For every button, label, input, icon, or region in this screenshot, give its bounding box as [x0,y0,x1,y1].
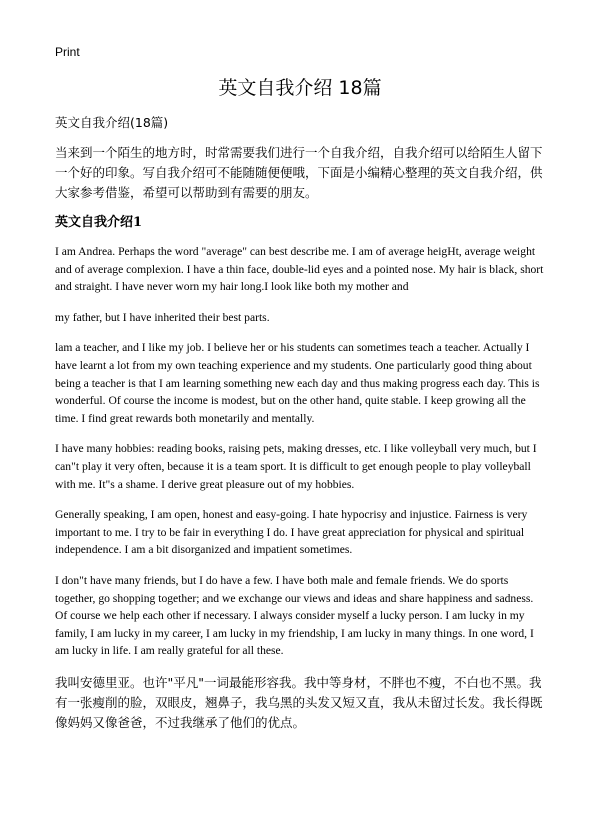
print-label[interactable]: Print [55,45,80,59]
body-paragraph: lam a teacher, and I like my job. I believe her or his students can sometimes teach a teacher. Actually I have learnt a lot from my own teaching experience and my students. One particularly good thing about being a teacher is that I am learning something new each day and thus making progress each day. This is wonderful. Of course the income is modest, but on the other hand, quite stable. I keep growing all the time. I find great rewards both monetarily and mentally. [55,341,540,425]
document-subtitle: 英文自我介绍(18篇) [55,115,169,130]
document-title: 英文自我介绍 18篇 [218,77,382,99]
body-paragraph: my father, but I have inherited their best parts. [55,310,270,324]
intro-paragraph: 当来到一个陌生的地方时，时常需要我们进行一个自我介绍，自我介绍可以给陌生人留下一个好的印象。写自我介绍可不能随随便便哦，下面是小编精心整理的英文自我介绍，供大家参考借鉴，希望可以帮助到有需要的朋友。 [55,145,543,200]
body-paragraph: I have many hobbies: reading books, raising pets, making dresses, etc. I like volleyball very much, but I can"t play it very often, because it is a team sport. It is difficult to get enough people to play volleyball with me. It"s a shame. I derive great pleasure out of my hobbies. [55,442,537,491]
body-paragraph: Generally speaking, I am open, honest and easy-going. I hate hypocrisy and injustice. Fairness is very important to me. I try to be fair in everything I do. I have great appreciation for physical and spiritual independence. I am a bit disorganized and impatient sometimes. [55,508,528,557]
section-heading: 英文自我介绍1 [55,215,143,230]
body-paragraph: I don"t have many friends, but I do have a few. I have both male and female friends. We do sports together, go shopping together; and we exchange our views and ideas and share happiness and sadness. Of course we help each other if necessary. I always consider myself a lucky person. I am lucky in my family, I am lucky in my career, I am lucky in my friendship, I am lucky in many things. In one word, I am lucky in life. I am really grateful for all these. [55,573,534,658]
body-paragraph: I am Andrea. Perhaps the word "average" can best describe me. I am of average heigHt, average weight and of average complexion. I have a thin face, double-lid eyes and a pointed nose. My hair is black, short and straight. I have never worn my hair long.I look like both my mother and [55,245,544,294]
chinese-paragraph: 我叫安德里亚。也许"平凡"一词最能形容我。我中等身材，不胖也不瘦，不白也不黑。我有一张瘦削的脸，双眼皮，翘鼻子，我乌黑的头发又短又直，我从未留过长发。我长得既像妈妈又像爸爸，不过我继承了他们的优点。 [55,674,543,730]
